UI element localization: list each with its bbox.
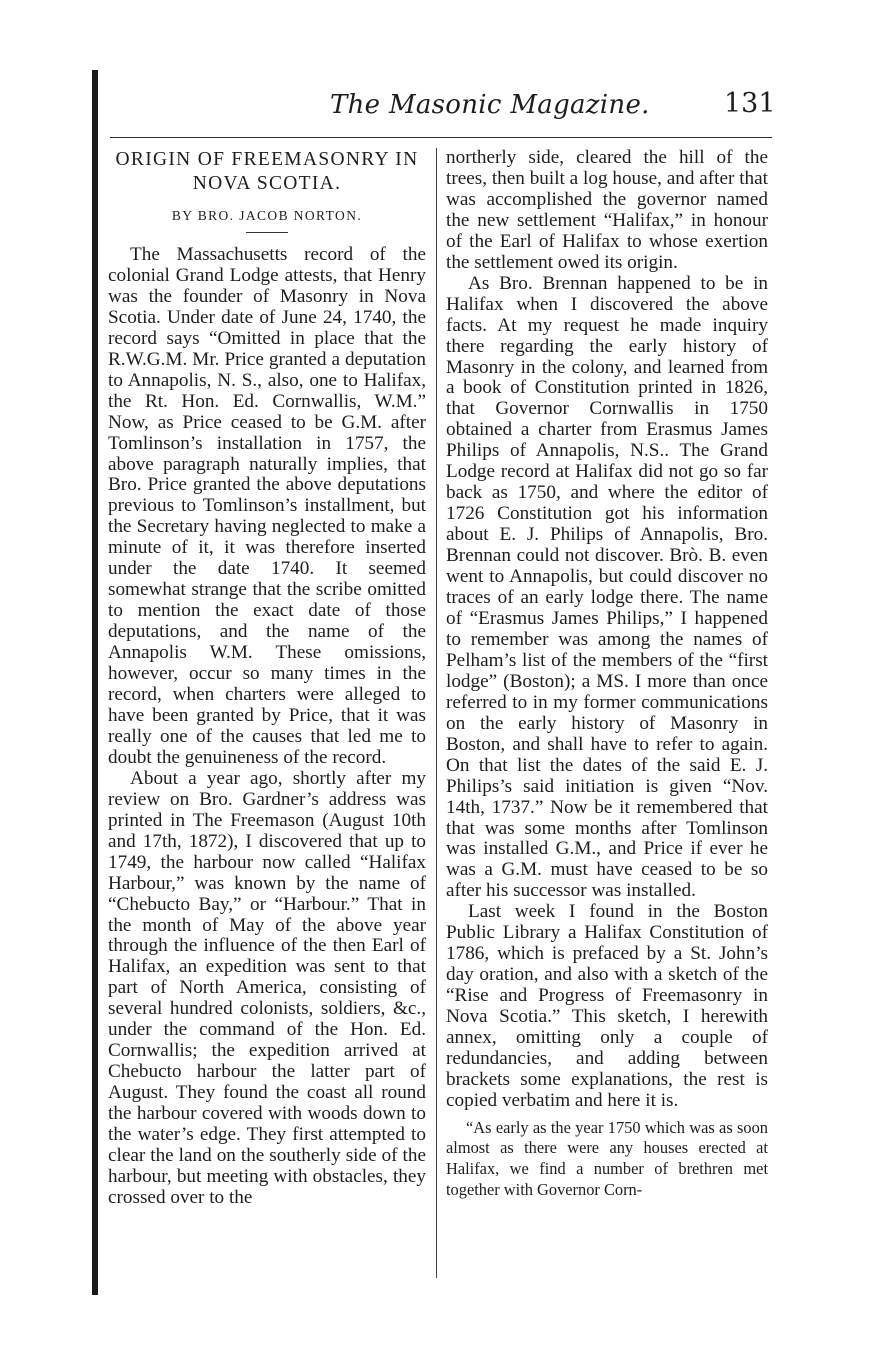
right-paragraph-1: northerly side, cleared the hill of the trees, then built a log house, and after that was accomplished the governor named the new settlement “Halifax,” in honour of the Earl of Halifax to whose exertion the settlement owed its origin. (446, 147, 768, 273)
column-divider (436, 148, 437, 1278)
page-spine-shadow (92, 70, 98, 1295)
header-rule (110, 137, 772, 138)
article-title: ORIGIN OF FREEMASONRY IN NOVA SCOTIA. (115, 149, 419, 194)
right-paragraph-2: As Bro. Brennan happened to be in Halifax when I discovered the above facts. At my request he made inquiry there regarding the early history of Masonry in the colony, and learned from a book of Constitution printed in 1826, that Governor Cornwallis in 1750 obtained a charter from Erasmus James Philips of Annapolis, N.S.. The Grand Lodge record at Halifax did not go so far back as 1750, and where the editor of 1726 Constitution got his information about E. J. Philips of Annapolis, Bro. Brennan could not discover. Brò. B. even went to Annapolis, but could discover no traces of an early lodge there. The name of “Erasmus James Philips,” I happened to remember was among the names of Pelham’s list of the members of the “first lodge” (Boston); a MS. I more than once referred to in my former communications on the early history of Masonry in Boston, and shall have to refer to again. On that list the dates of the said E. J. Philips’s said initiation is given “Nov. 14th, 1737.” Now be it remembered that that was some months after Tomlinson was installed G.M., and Price if ever he was a G.M. must have ceased to be so after his successor was installed. (446, 272, 768, 902)
quoted-extract: “As early as the year 1750 which was as soon almost as there were any houses erected at Halifax, we find a number of brethren met together with Governor Corn- (446, 1117, 768, 1199)
left-paragraph-1: The Massachusetts record of the colonial Grand Lodge attests, that Henry was the founder of Masonry in Nova Scotia. Under date of June 24, 1740, the record says “Omitted in place that the R.W.G.M. Mr. Price granted a deputation to Annapolis, N. S., also, one to Halifax, the Rt. Hon. Ed. Cornwallis, W.M.” Now, as Price ceased to be G.M. after Tomlinson’s installation in 1757, the above paragraph naturally implies, that Bro. Price granted the above deputations previous to Tomlinson’s installment, but the Secretary having neglected to make a minute of it, it was therefore inserted under the date 1740. It seemed somewhat strange that the scribe omitted to mention the exact date of those deputations, and the name of the Annapolis W.M. These omissions, however, occur so many times in the record, when charters were alleged to have been granted by Price, that it was really one of the causes that led me to doubt the genuineness of the record. (108, 244, 426, 768)
right-column (446, 148, 768, 1200)
right-paragraph-3: Last week I found in the Boston Public Library a Halifax Constitution of 1786, which is prefaced by a St. John’s day oration, and also with a sketch of the “Rise and Progress of Freemasonry in Nova Scotia.” This sketch, I herewith annex, omitting only a couple of redundancies, and adding between brackets some explanations, the rest is copied verbatim and here it is. (446, 901, 768, 1111)
article-byline: BY BRO. JACOB NORTON. (171, 208, 363, 223)
left-paragraph-2: About a year ago, shortly after my review on Bro. Gardner’s address was printed in The Freemason (August 10th and 17th, 1872), I discovered that up to 1749, the harbour now called “Halifax Harbour,” was known by the name of “Chebucto Bay,” or “Harbour.” That in the month of May of the above year through the influence of the then Earl of Halifax, an expedition was sent to that part of North America, consisting of several hundred colonists, soldiers, &c., under the command of the Hon. Ed. Cornwallis; the expedition arrived at Chebucto harbour the latter part of August. They found the coast all round the harbour covered with woods down to the water’s edge. They first attempted to clear the land on the southerly side of the harbour, but meeting with obstacles, they crossed over to the (108, 767, 426, 1208)
byline-rule (246, 232, 288, 233)
left-column (108, 148, 426, 1209)
running-title: The Masonic Magazine. (330, 90, 650, 120)
page-number: 131 (724, 88, 776, 119)
